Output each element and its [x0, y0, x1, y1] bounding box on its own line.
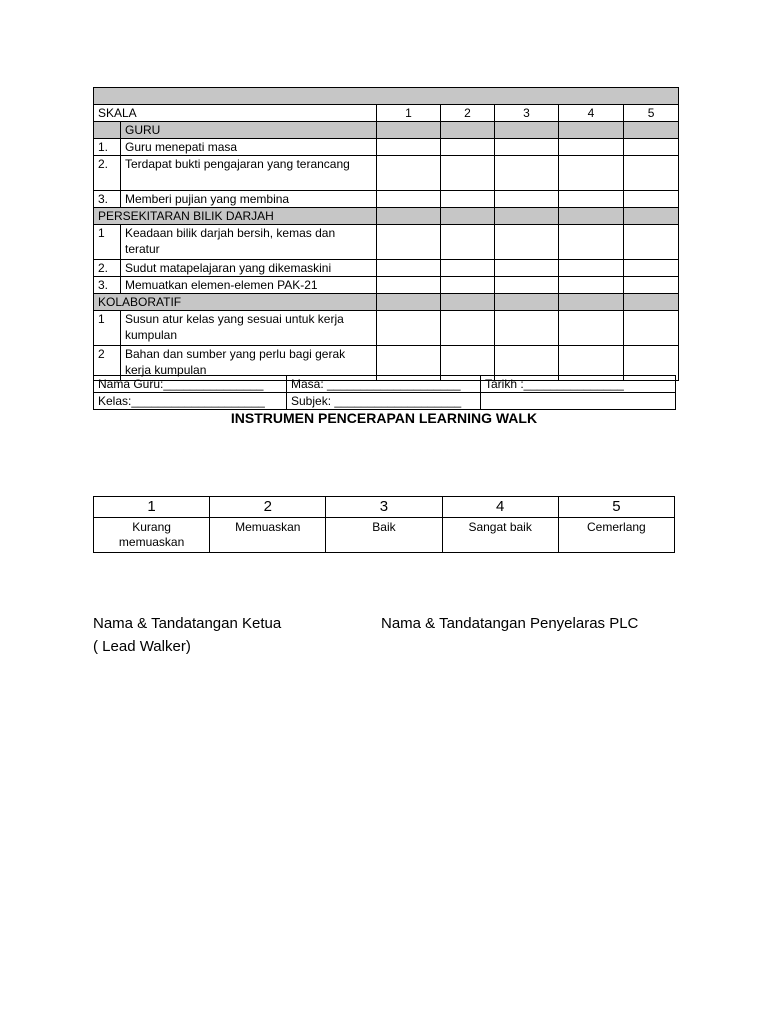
section-header-rating-cell — [441, 294, 495, 311]
rating-cell-4[interactable] — [559, 260, 624, 277]
criteria-number: 2. — [94, 156, 121, 191]
skala-row — [94, 105, 679, 122]
rating-cell-4[interactable] — [559, 225, 624, 260]
rating-cell-3[interactable] — [495, 156, 559, 191]
scale-header-3: 3 — [495, 105, 559, 122]
rating-cell-1[interactable] — [377, 191, 441, 208]
section-header-row — [94, 294, 679, 311]
scale-legend-table — [93, 496, 675, 553]
criteria-text: Memberi pujian yang membina — [121, 191, 377, 208]
skala-label: SKALA — [94, 105, 377, 122]
rating-cell-5[interactable] — [624, 277, 679, 294]
criteria-number: 1 — [94, 225, 121, 260]
scale-label-1: Kurang memuaskan — [94, 518, 210, 553]
scale-header-4: 4 — [559, 105, 624, 122]
scale-label-3: Baik — [326, 518, 442, 553]
section-header-row — [94, 208, 679, 225]
scale-label-row — [94, 518, 675, 553]
criteria-row — [94, 225, 679, 260]
rating-cell-4[interactable] — [559, 139, 624, 156]
signature-penyelaras-label: Nama & Tandatangan Penyelaras PLC — [381, 615, 639, 632]
criteria-text: Bahan dan sumber yang perlu bagi gerak kerja kumpulan — [121, 346, 377, 381]
scale-header-2: 2 — [441, 105, 495, 122]
criteria-number: 2 — [94, 346, 121, 381]
section-title: KOLABORATIF — [94, 294, 377, 311]
section-header-rating-cell — [495, 122, 559, 139]
kelas-field[interactable]: Kelas:____________________ — [94, 393, 287, 410]
scale-label-4: Sangat baik — [442, 518, 558, 553]
section-header-num-cell — [94, 122, 121, 139]
rating-cell-4[interactable] — [559, 277, 624, 294]
rating-cell-1[interactable] — [377, 225, 441, 260]
signature-penyelaras — [381, 612, 638, 635]
rating-cell-4[interactable] — [559, 311, 624, 346]
rating-cell-2[interactable] — [441, 191, 495, 208]
scale-number-3: 3 — [326, 497, 442, 518]
criteria-number: 2. — [94, 260, 121, 277]
criteria-row — [94, 277, 679, 294]
rating-cell-2[interactable] — [441, 139, 495, 156]
section-header-rating-cell — [559, 122, 624, 139]
info-table — [93, 375, 676, 410]
criteria-row — [94, 260, 679, 277]
section-header-rating-cell — [495, 294, 559, 311]
rating-cell-4[interactable] — [559, 156, 624, 191]
rating-cell-1[interactable] — [377, 139, 441, 156]
rating-cell-1[interactable] — [377, 311, 441, 346]
section-header-rating-cell — [377, 294, 441, 311]
section-header-rating-cell — [559, 294, 624, 311]
section-header-rating-cell — [624, 294, 679, 311]
rating-cell-5[interactable] — [624, 260, 679, 277]
info-row-1 — [94, 376, 676, 393]
section-header-row — [94, 122, 679, 139]
rating-cell-5[interactable] — [624, 191, 679, 208]
rating-cell-3[interactable] — [495, 225, 559, 260]
section-header-rating-cell — [495, 208, 559, 225]
info-row-2 — [94, 393, 676, 410]
rating-cell-3[interactable] — [495, 139, 559, 156]
section-header-rating-cell — [441, 122, 495, 139]
rating-cell-3[interactable] — [495, 260, 559, 277]
scale-number-1: 1 — [94, 497, 210, 518]
observation-table-body — [94, 88, 679, 381]
section-header-rating-cell — [377, 122, 441, 139]
criteria-row — [94, 156, 679, 191]
tarikh-field[interactable]: Tarikh :_______________ — [481, 376, 676, 393]
scale-number-row — [94, 497, 675, 518]
rating-cell-2[interactable] — [441, 225, 495, 260]
scale-header-5: 5 — [624, 105, 679, 122]
signature-ketua-label: Nama & Tandatangan Ketua — [93, 615, 282, 632]
rating-cell-1[interactable] — [377, 156, 441, 191]
criteria-number: 3. — [94, 277, 121, 294]
rating-cell-5[interactable] — [624, 156, 679, 191]
subjek-field[interactable]: Subjek: ___________________ — [287, 393, 481, 410]
scale-header-1: 1 — [377, 105, 441, 122]
criteria-text: Guru menepati masa — [121, 139, 377, 156]
criteria-number: 1 — [94, 311, 121, 346]
masa-field[interactable]: Masa: ____________________ — [287, 376, 481, 393]
table-header-shade — [94, 88, 679, 105]
section-title: GURU — [121, 122, 377, 139]
rating-cell-2[interactable] — [441, 260, 495, 277]
observation-table — [93, 87, 679, 381]
criteria-text: Keadaan bilik darjah bersih, kemas dan teratur — [121, 225, 377, 260]
criteria-text: Sudut matapelajaran yang dikemaskini — [121, 260, 377, 277]
criteria-number: 1. — [94, 139, 121, 156]
scale-label-5: Cemerlang — [558, 518, 674, 553]
criteria-row — [94, 311, 679, 346]
info-empty-cell — [481, 393, 676, 410]
criteria-text: Susun atur kelas yang sesuai untuk kerja kumpulan — [121, 311, 377, 346]
rating-cell-1[interactable] — [377, 260, 441, 277]
scale-label-2: Memuaskan — [210, 518, 326, 553]
rating-cell-3[interactable] — [495, 277, 559, 294]
scale-number-2: 2 — [210, 497, 326, 518]
criteria-row — [94, 191, 679, 208]
criteria-row — [94, 139, 679, 156]
section-header-rating-cell — [624, 208, 679, 225]
signature-ketua — [93, 612, 281, 658]
criteria-number: 3. — [94, 191, 121, 208]
criteria-text: Memuatkan elemen-elemen PAK-21 — [121, 277, 377, 294]
scale-number-5: 5 — [558, 497, 674, 518]
signature-lead-walker-label: ( Lead Walker) — [93, 638, 191, 655]
rating-cell-5[interactable] — [624, 311, 679, 346]
page-title: INSTRUMEN PENCERAPAN LEARNING WALK — [230, 410, 538, 426]
section-header-rating-cell — [441, 208, 495, 225]
section-header-rating-cell — [377, 208, 441, 225]
nama-guru-field[interactable]: Nama Guru:_______________ — [94, 376, 287, 393]
rating-cell-3[interactable] — [495, 311, 559, 346]
top-shade-cell — [94, 88, 679, 105]
rating-cell-2[interactable] — [441, 277, 495, 294]
section-title: PERSEKITARAN BILIK DARJAH — [94, 208, 377, 225]
rating-cell-4[interactable] — [559, 191, 624, 208]
rating-cell-5[interactable] — [624, 225, 679, 260]
scale-number-4: 4 — [442, 497, 558, 518]
section-header-rating-cell — [624, 122, 679, 139]
criteria-text: Terdapat bukti pengajaran yang terancang — [121, 156, 377, 191]
rating-cell-2[interactable] — [441, 156, 495, 191]
section-header-rating-cell — [559, 208, 624, 225]
rating-cell-3[interactable] — [495, 191, 559, 208]
rating-cell-5[interactable] — [624, 139, 679, 156]
rating-cell-2[interactable] — [441, 311, 495, 346]
rating-cell-1[interactable] — [377, 277, 441, 294]
